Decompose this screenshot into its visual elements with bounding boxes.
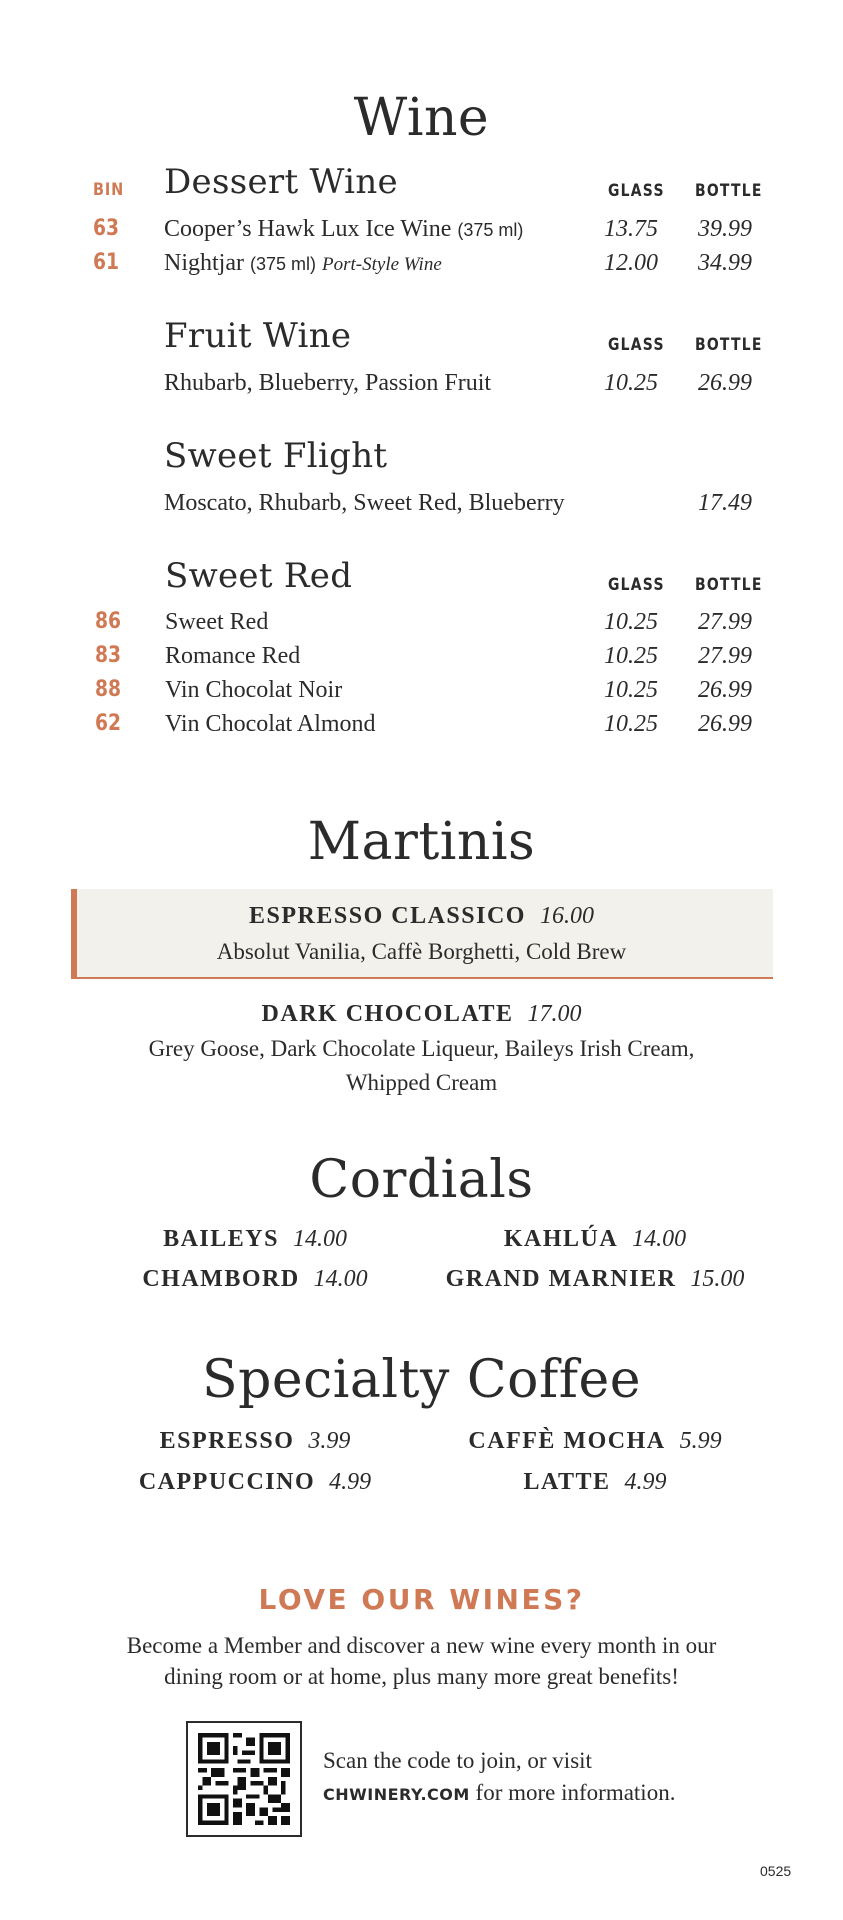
- bin-number: 63: [93, 216, 120, 241]
- cordial-price: 14.00: [292, 1226, 347, 1252]
- wine-item: [164, 250, 442, 277]
- martini-description: Absolut Vanilia, Caffè Borghetti, Cold Brew: [216, 939, 627, 964]
- membership-promo-title: LOVE OUR WINES?: [258, 1583, 585, 1616]
- glass-column-header: GLASS: [608, 335, 665, 355]
- cordial-name: CHAMBORD: [142, 1266, 300, 1292]
- cordial-name: KAHLÚA: [503, 1226, 619, 1252]
- martini-name: DARK CHOCOLATE: [261, 1001, 514, 1027]
- bottle-column-header: BOTTLE: [695, 575, 763, 595]
- cordial-item: [430, 1226, 760, 1253]
- coffee-item: [110, 1469, 400, 1496]
- wine-name: Nightjar: [164, 250, 244, 276]
- wine-name: Cooper’s Hawk Lux Ice Wine: [164, 216, 452, 242]
- wine-size: (375 ml): [457, 220, 524, 240]
- website-link[interactable]: CHWINERY.COM: [323, 1785, 470, 1804]
- wine-section-title: Wine: [353, 88, 490, 148]
- glass-price: 12.00: [604, 250, 658, 276]
- bottle-price: 26.99: [698, 677, 752, 703]
- cordial-price: 14.00: [313, 1266, 368, 1292]
- bin-number: 62: [95, 711, 122, 736]
- dessert-wine-heading: Dessert Wine: [164, 162, 398, 202]
- wine-name: Rhubarb, Blueberry, Passion Fruit: [164, 370, 492, 396]
- flight-price: 17.49: [698, 490, 752, 516]
- wine-name: Vin Chocolat Almond: [165, 711, 376, 737]
- bottle-price: 26.99: [698, 711, 752, 737]
- bottle-price: 34.99: [698, 250, 752, 276]
- wine-name: Sweet Red: [165, 609, 269, 635]
- glass-price: 13.75: [604, 216, 658, 242]
- promo-line: dining room or at home, plus many more great benefits!: [164, 1664, 679, 1689]
- qr-code-icon[interactable]: [186, 1721, 302, 1837]
- scan-instruction-rest: for more information.: [469, 1780, 676, 1805]
- coffee-price: 3.99: [308, 1428, 351, 1454]
- bin-number: 86: [95, 609, 122, 634]
- bottle-price: 39.99: [698, 216, 752, 242]
- coffee-price: 4.99: [329, 1469, 372, 1495]
- cordial-price: 14.00: [632, 1226, 687, 1252]
- sweet-red-heading: Sweet Red: [165, 556, 353, 596]
- wine-name: Romance Red: [165, 643, 301, 669]
- coffee-name: CAPPUCCINO: [138, 1469, 316, 1495]
- cordial-name: BAILEYS: [163, 1226, 279, 1252]
- bin-number: 88: [95, 677, 122, 702]
- bin-number: 61: [93, 250, 120, 275]
- bottle-price: 27.99: [698, 609, 752, 635]
- cordials-section-title: Cordials: [309, 1150, 534, 1210]
- cordial-item: [420, 1266, 770, 1293]
- flight-description: Moscato, Rhubarb, Sweet Red, Blueberry: [164, 490, 565, 516]
- cordial-name: GRAND MARNIER: [445, 1266, 677, 1292]
- martinis-section-title: Martinis: [307, 812, 536, 872]
- martini-name: ESPRESSO CLASSICO: [249, 903, 526, 929]
- coffee-price: 5.99: [679, 1428, 722, 1454]
- membership-promo-text: [0, 1630, 843, 1692]
- coffee-item: [430, 1428, 760, 1455]
- bottle-price: 27.99: [698, 643, 752, 669]
- sweet-flight-heading: Sweet Flight: [164, 436, 388, 476]
- qr-code-graphic: [198, 1733, 290, 1825]
- martini-item-heading: [0, 1001, 843, 1028]
- wine-name: Vin Chocolat Noir: [165, 677, 343, 703]
- cordial-item: [110, 1266, 400, 1293]
- coffee-item: [110, 1428, 400, 1455]
- glass-column-header: GLASS: [608, 575, 665, 595]
- bottle-column-header: BOTTLE: [695, 335, 763, 355]
- martini-description: Grey Goose, Dark Chocolate Liqueur, Baileys Irish Cream,: [148, 1036, 695, 1061]
- coffee-item: [430, 1469, 760, 1496]
- promo-line: Become a Member and discover a new wine every month in our: [126, 1633, 717, 1658]
- cordial-item: [110, 1226, 400, 1253]
- glass-column-header: GLASS: [608, 181, 665, 201]
- wine-item: [164, 216, 523, 243]
- glass-price: 10.25: [604, 609, 658, 635]
- martini-item-heading: [0, 903, 843, 930]
- cordial-price: 15.00: [690, 1266, 745, 1292]
- martini-price: 16.00: [539, 903, 594, 929]
- martini-price: 17.00: [527, 1001, 582, 1027]
- wine-style: Port-Style Wine: [322, 254, 442, 275]
- coffee-name: ESPRESSO: [159, 1428, 295, 1454]
- glass-price: 10.25: [604, 370, 658, 396]
- bottle-price: 26.99: [698, 370, 752, 396]
- glass-price: 10.25: [604, 677, 658, 703]
- martini-description: Whipped Cream: [345, 1070, 498, 1095]
- specialty-coffee-section-title: Specialty Coffee: [201, 1350, 641, 1410]
- scan-instruction: Scan the code to join, or visit: [323, 1748, 592, 1773]
- bin-column-header: BIN: [93, 180, 125, 200]
- coffee-name: CAFFÈ MOCHA: [468, 1428, 666, 1454]
- fruit-wine-heading: Fruit Wine: [164, 316, 352, 356]
- glass-price: 10.25: [604, 643, 658, 669]
- wine-size: (375 ml): [249, 254, 316, 274]
- glass-price: 10.25: [604, 711, 658, 737]
- bin-number: 83: [95, 643, 122, 668]
- coffee-name: LATTE: [523, 1469, 611, 1495]
- bottle-column-header: BOTTLE: [695, 181, 763, 201]
- print-code: 0525: [760, 1863, 792, 1879]
- coffee-price: 4.99: [624, 1469, 667, 1495]
- qr-instructions: [323, 1745, 675, 1811]
